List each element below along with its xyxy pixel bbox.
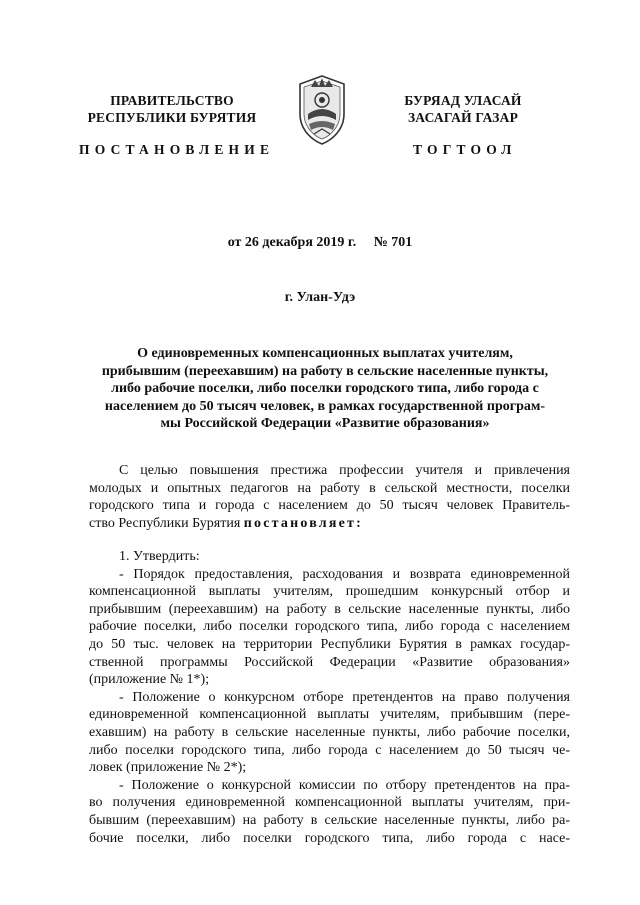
text-line: либо поселки городского типа, либо города с населением до 50 тысяч че- bbox=[89, 742, 570, 758]
resolves-word: постановляет: bbox=[243, 515, 363, 531]
text-line: - Порядок предоставления, расходования и возврата единовременной bbox=[119, 566, 570, 582]
text-line bbox=[89, 515, 570, 533]
intro-last-line: ство Республики Бурятия bbox=[89, 515, 244, 531]
doc-type-left: ПОСТАНОВЛЕНИЕ bbox=[79, 142, 275, 157]
doc-type-right: ТОГТООЛ bbox=[413, 142, 517, 157]
title-line: населением до 50 тысяч человек, в рамках государственной програм- bbox=[104, 398, 546, 414]
text-line: ехавшим) на работу в сельские населенные пункты, либо рабочие поселки, bbox=[89, 724, 570, 740]
text-line: во получения единовременной компенсационной выплаты учителям, при- bbox=[89, 795, 570, 811]
text-line: бывшим (переехавшим) на работу в сельские населенные пункты, либо ра- bbox=[89, 812, 570, 828]
header-left bbox=[72, 92, 272, 126]
text-line: - Положение о конкурсном отборе претендентов на право получения bbox=[119, 689, 570, 705]
text-line: ловек (приложение № 2*); bbox=[89, 760, 247, 776]
text-line: городского типа и города с населением до 50 тысяч человек Правитель- bbox=[89, 498, 570, 514]
date-number: от 26 декабря 2019 г. № 701 bbox=[227, 235, 413, 250]
text-line: С целью повышения престижа профессии учителя и привлечения bbox=[119, 463, 570, 478]
text-line: молодых и опытных педагогов на работу в сельской местности, поселки bbox=[89, 480, 570, 496]
section-1 bbox=[89, 548, 570, 847]
text-line: ственной программы Российской Федерации «Развитие образования» bbox=[89, 654, 570, 670]
header-right-line1: БУРЯАД УЛАСАЙ bbox=[404, 93, 522, 108]
header-right bbox=[368, 92, 558, 126]
text-line: прибывшим (переехавшим) на работу в сельские населенные пункты, либо bbox=[89, 601, 570, 617]
document-title bbox=[80, 345, 570, 433]
text-line: - Положение о конкурсной комиссии по отбору претендентов на пра- bbox=[119, 777, 570, 793]
text-line: компенсационной выплаты учителям, прошедшим конкурсный отбор и bbox=[89, 584, 570, 600]
text-line: до 50 тыс. человек на территории Республики Бурятия в рамках государ- bbox=[89, 636, 570, 652]
title-line: либо рабочие поселки, либо поселки городского типа, либо города с bbox=[111, 381, 539, 397]
city: г. Улан-Удэ bbox=[284, 290, 356, 305]
text-line: (приложение № 1*); bbox=[89, 672, 210, 688]
intro-paragraph bbox=[89, 462, 570, 532]
header-left-line2: РЕСПУБЛИКИ БУРЯТИЯ bbox=[87, 110, 257, 125]
text-line: единовременной компенсационной выплаты учителям, прибывшим (пере- bbox=[89, 707, 570, 723]
item-heading: 1. Утвердить: bbox=[119, 549, 200, 564]
title-line: мы Российской Федерации «Развитие образования» bbox=[160, 416, 490, 432]
text-line: рабочие поселки, либо поселки городского типа, либо города с населением bbox=[89, 619, 570, 635]
header-right-line2: ЗАСАГАЙ ГАЗАР bbox=[407, 110, 519, 125]
text-line: бочие поселки, либо поселки городского типа, либо города с насе- bbox=[89, 830, 570, 846]
title-line: О единовременных компенсационных выплатах учителям, bbox=[137, 346, 513, 361]
title-line: прибывшим (переехавшим) на работу в сельские населенные пункты, bbox=[101, 363, 549, 379]
coat-of-arms-emblem bbox=[296, 74, 348, 146]
header-left-line1: ПРАВИТЕЛЬСТВО bbox=[110, 93, 234, 108]
